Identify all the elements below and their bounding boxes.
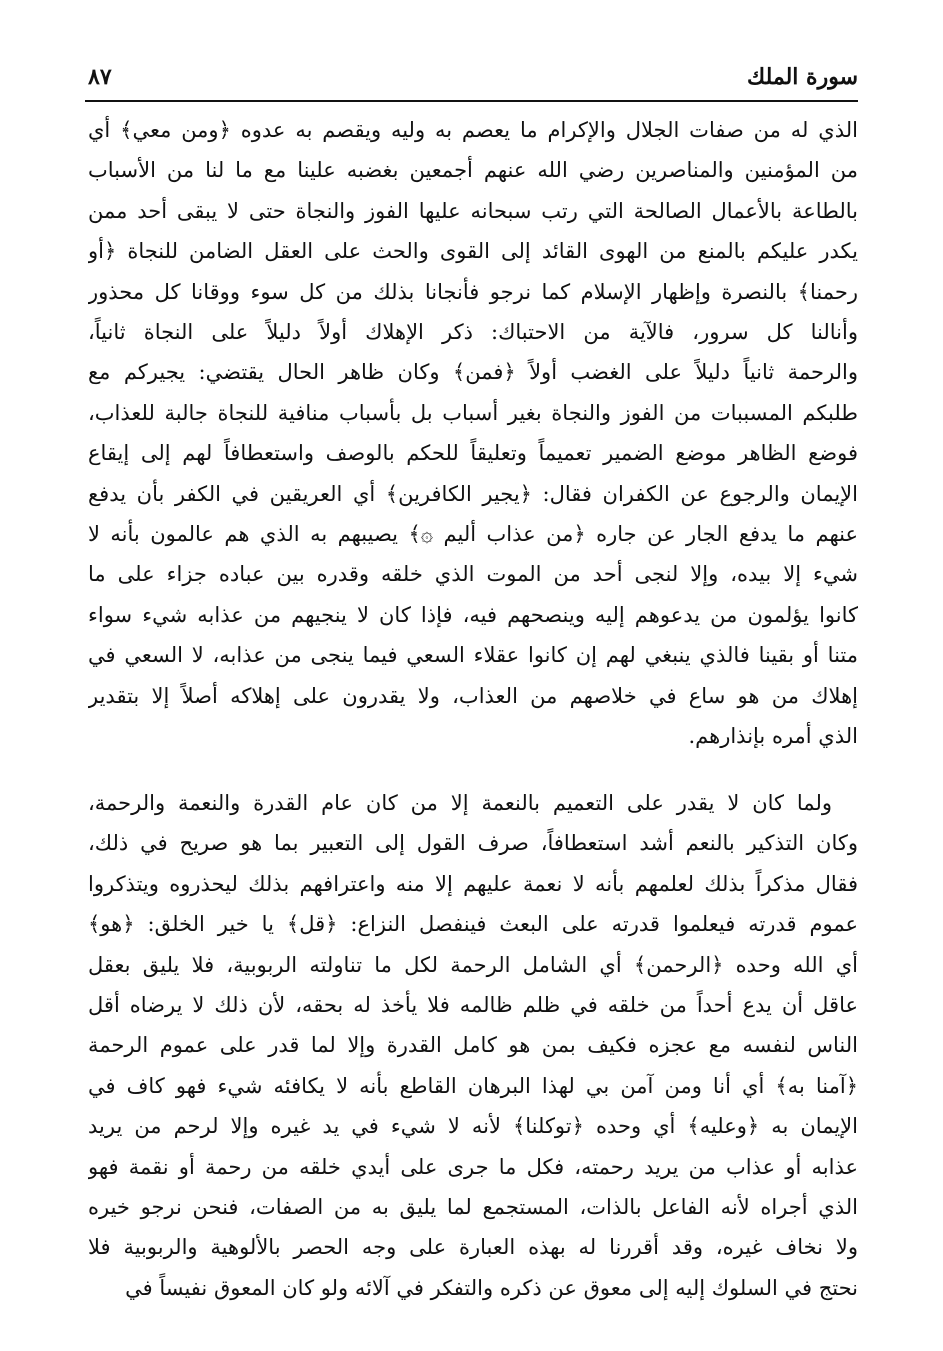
text-line: الذي أجراه لأنه الفاعل بالذات، المستجمع لما يليق به من الصفات، فنحن نرجو خيره (88, 1195, 858, 1220)
text-line: الإيمان به ﴿وعليه﴾ أي وحده ﴿توكلنا﴾ لأنه لا شيء في يد غيره وإلا لرحم من يريد (88, 1114, 858, 1139)
text-line: الإيمان والرجوع عن الكفران فقال: ﴿يجير الكافرين﴾ أي العريقين في الكفر بأن يدفع (88, 481, 858, 506)
text-line: عنهم ما يدفع الجار عن جاره ﴿من عذاب أليم ۞﴾ يصيبهم به الذي هم عالمون بأنه لا (88, 522, 858, 547)
text-line: أي الله وحده ﴿الرحمن﴾ أي الشامل الرحمة لكل ما تناولته الربوبية، فلا يليق بعقل (88, 952, 858, 977)
text-line: ولما كان لا يقدر على التعميم بالنعمة إلا من كان عام القدرة والنعمة والرحمة، (88, 791, 832, 815)
header-rule (85, 100, 858, 102)
text-line: متنا أو بقينا فالذي ينبغي لهم إن كانوا عقلاء السعي فيما ينجى من عذابه، لا السعي في (88, 643, 858, 668)
text-line: طلبكم المسببات من الفوز والنجاة بغير أسباب بل بأسباب منافية للنجاة جالبة للعذاب، (88, 400, 858, 425)
text-line: الناس لنفسه مع عجزه فكيف بمن هو كامل القدرة وإلا لما قدر على عموم الرحمة (88, 1033, 858, 1058)
page-header (88, 60, 858, 94)
text-line: عموم قدرته فيعلموا قدرته على البعث فينفصل النزاع: ﴿قل﴾ يا خير الخلق: ﴿هو﴾ (88, 912, 858, 937)
text-line: إهلاك من هو ساع في خلاصهم من العذاب، ولا يقدرون على إهلاكه أصلاً إلا بتقدير (88, 683, 858, 708)
text-line: عذابه أو عذاب من يريد رحمته، فكل ما جرى على أيدي خلقه من رحمة أو نقمة فهو (88, 1154, 858, 1179)
text-line: وأنالنا كل سرور، فالآية من الاحتباك: ذكر الإهلاك أولاً دليلاً على النجاة ثانياً، (88, 320, 858, 345)
text-line: فوضع الظاهر موضع الضمير تعميماً وتعليقاً للحكم بالوصف واستعطافاً لهم إلى إيقاع (88, 441, 858, 466)
text-line: رحمنا﴾ بالنصرة وإظهار الإسلام كما نرجو فأنجانا بذلك من كل سوء ووقانا كل محذور (88, 279, 858, 304)
text-line: من المؤمنين والمناصرين رضي الله عنهم أجمعين بغضبه علينا مع ما لنا من الأسباب (88, 158, 858, 183)
surah-title: سورة الملك (747, 64, 858, 90)
text-line: يكدر عليكم بالمنع من الهوى القائد إلى القوى والحث على العقل الضامن للنجاة ﴿أو (88, 239, 858, 264)
text-line: والرحمة ثانياً دليلاً على الغضب أولاً ﴿فمن﴾ وكان ظاهر الحال يقتضي: يجيركم مع (88, 360, 858, 385)
text-line: عاقل أن يدع أحداً من خلقه في ظلم ظالمه فلا يأخذ له بحقه، لأن ذلك لا يرضاه أقل (88, 993, 858, 1018)
paragraph-2 (88, 783, 858, 1313)
paragraph-1 (88, 110, 858, 748)
text-line: نحتج في السلوك إليه إلى معوق عن ذكره والتفكر في آلائه ولو كان المعوق نفيساً في (125, 1275, 858, 1300)
text-line: الذي أمره بإنذارهم. (688, 724, 858, 748)
text-line: شيء إلا بيده، وإلا لنجى أحد من الموت الذي خلقه وقدره بين عباده جزاء على ما (88, 562, 858, 587)
text-line: ولا نخاف غيره، وقد أقررنا له بهذه العبارة على وجه الحصر بالألوهية والربوبية فلا (88, 1235, 858, 1260)
text-line: وكان التذكير بالنعم أشد استعطافاً، صرف القول إلى التعبير بما هو صريح في ذلك، (88, 831, 858, 856)
text-line: ﴿آمنا به﴾ أي أنا ومن آمن بي لهذا البرهان القاطع بأنه لا يكافئه شيء فهو كاف في (88, 1073, 858, 1098)
text-line: فقال مذكراً بذلك لعلمهم بأنه لا نعمة عليهم إلا منه واعترافهم بذلك ليحذروه ويتذكروا (88, 871, 858, 896)
text-line: كانوا يؤلمون من يدعوهم إليه وينصحهم فيه، فإذا كان لا ينجيهم من عذابه شيء سواء (88, 602, 858, 627)
page-number: ٨٧ (88, 64, 112, 90)
text-line: بالطاعة بالأعمال الصالحة التي رتب سبحانه عليها الفوز والنجاة حتى لا يبقى أحد ممن (88, 198, 858, 223)
text-line: الذي له من صفات الجلال والإكرام ما يعصم به وليه ويقصم به عدوه ﴿ومن معي﴾ أي (88, 118, 858, 142)
